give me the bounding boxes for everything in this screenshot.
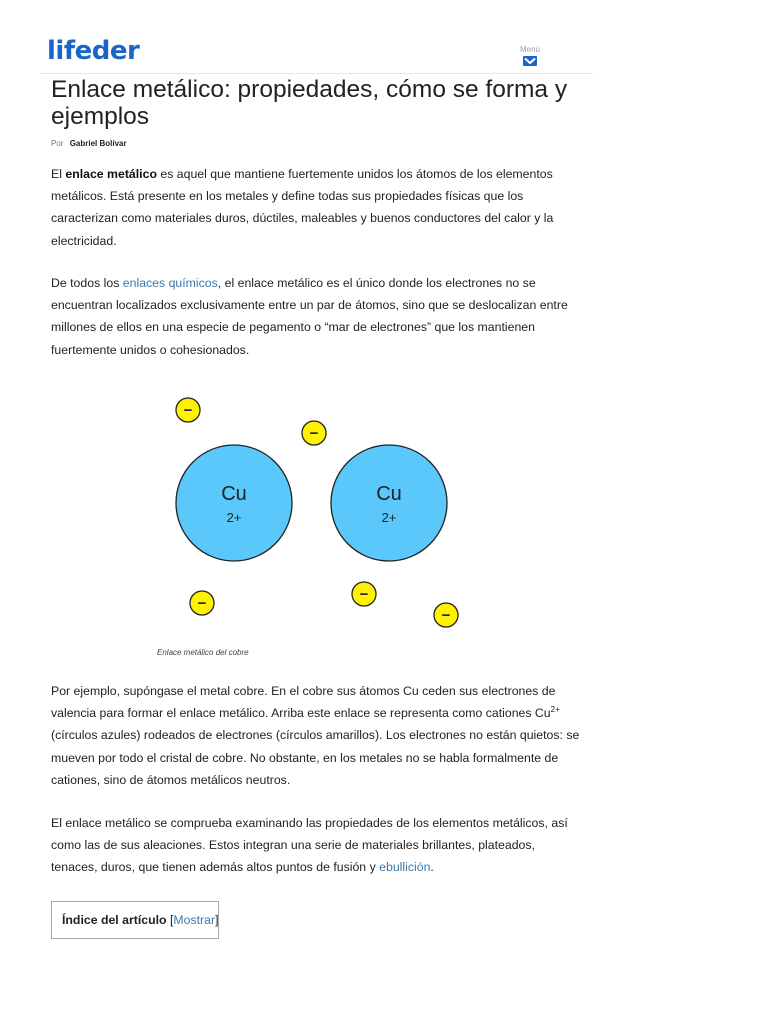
paragraph-intro bbox=[51, 163, 581, 252]
bold-term: enlace metálico bbox=[65, 167, 157, 181]
header-divider bbox=[40, 73, 593, 74]
byline-prefix: Por bbox=[51, 139, 64, 148]
figure-caption: Enlace metálico del cobre bbox=[157, 648, 249, 657]
link-ebullicion[interactable]: ebullición bbox=[379, 860, 431, 875]
article-title: Enlace metálico: propiedades, cómo se forma y ejemplos bbox=[51, 76, 568, 130]
site-logo[interactable]: lifeder bbox=[47, 36, 140, 66]
text: De todos los bbox=[51, 276, 123, 290]
cation-symbol: Cu bbox=[221, 483, 247, 505]
toc-toggle-link[interactable]: Mostrar bbox=[173, 913, 216, 927]
electron bbox=[434, 603, 458, 627]
byline bbox=[51, 139, 127, 148]
electron-symbol: − bbox=[309, 425, 319, 442]
site-header bbox=[0, 0, 768, 74]
text: , el enlace metálico es el único donde los electrones no se encuentran localizados exclusivamente entre un par de átomos, sino que se deslocalizan entre millones de ellos en una especie de pegamento o “mar de electrones” que los mantienen fuertemente unidos o cohesionados. bbox=[51, 276, 568, 357]
author-name[interactable]: Gabriel Bolívar bbox=[69, 139, 127, 148]
text: . bbox=[430, 860, 434, 875]
cation-symbol: Cu bbox=[376, 483, 402, 505]
table-of-contents bbox=[51, 901, 219, 939]
electron bbox=[302, 421, 326, 445]
electron bbox=[190, 591, 214, 615]
text: Por ejemplo, supóngase el metal cobre. En el cobre sus átomos Cu ceden sus electrones de valencia para formar el enlace metálico. Arriba este enlace se representa como cationes Cu bbox=[51, 684, 556, 721]
toc-bracket-close: ] bbox=[215, 913, 219, 927]
toc-title: Índice del artículo bbox=[62, 913, 167, 927]
paragraph-delocalized bbox=[51, 272, 581, 361]
cation-charge: 2+ bbox=[226, 510, 242, 525]
link-enlaces-quimicos[interactable]: enlaces químicos bbox=[122, 276, 218, 290]
electron-symbol: − bbox=[441, 607, 451, 624]
paragraph-properties bbox=[51, 812, 581, 879]
electron-symbol: − bbox=[183, 402, 193, 419]
cation-left bbox=[176, 445, 292, 561]
cation-right bbox=[331, 445, 447, 561]
paragraph-copper-example bbox=[51, 680, 581, 791]
toc-bracket-open: [ bbox=[166, 913, 174, 927]
menu-label: Menú bbox=[519, 45, 540, 54]
toc-header bbox=[62, 913, 219, 927]
menu-button[interactable] bbox=[513, 45, 547, 66]
charge-superscript: 2+ bbox=[550, 705, 560, 715]
electron bbox=[176, 398, 200, 422]
text: (círculos azules) rodeados de electrones (círculos amarillos). Los electrones no están quietos: se mueven por todo el cristal de cobre. No obstante, en los metales no se habla formalmente de cationes, sino de átomos metálicos neutros. bbox=[51, 728, 580, 787]
electron bbox=[352, 582, 376, 606]
text: es aquel que mantiene fuertemente unidos los átomos de los elementos metálicos. Está presente en los metales y define todas sus propiedades físicas que los caracterizan como materiales duros, dúctiles, maleables y buenos conductores del calor y la electricidad. bbox=[51, 167, 554, 248]
metallic-bond-diagram bbox=[150, 390, 480, 635]
electron-symbol: − bbox=[197, 595, 207, 612]
cation-charge: 2+ bbox=[381, 510, 397, 525]
text: El bbox=[51, 167, 66, 181]
electron-symbol: − bbox=[359, 586, 369, 603]
text: El enlace metálico se comprueba examinando las propiedades de los elementos metálicos, así como las de sus aleaciones. Estos integran una serie de materiales brillantes, plateados, tenaces, duros, que tienen además altos puntos de fusión y bbox=[51, 816, 568, 875]
chevron-down-icon bbox=[523, 56, 537, 66]
